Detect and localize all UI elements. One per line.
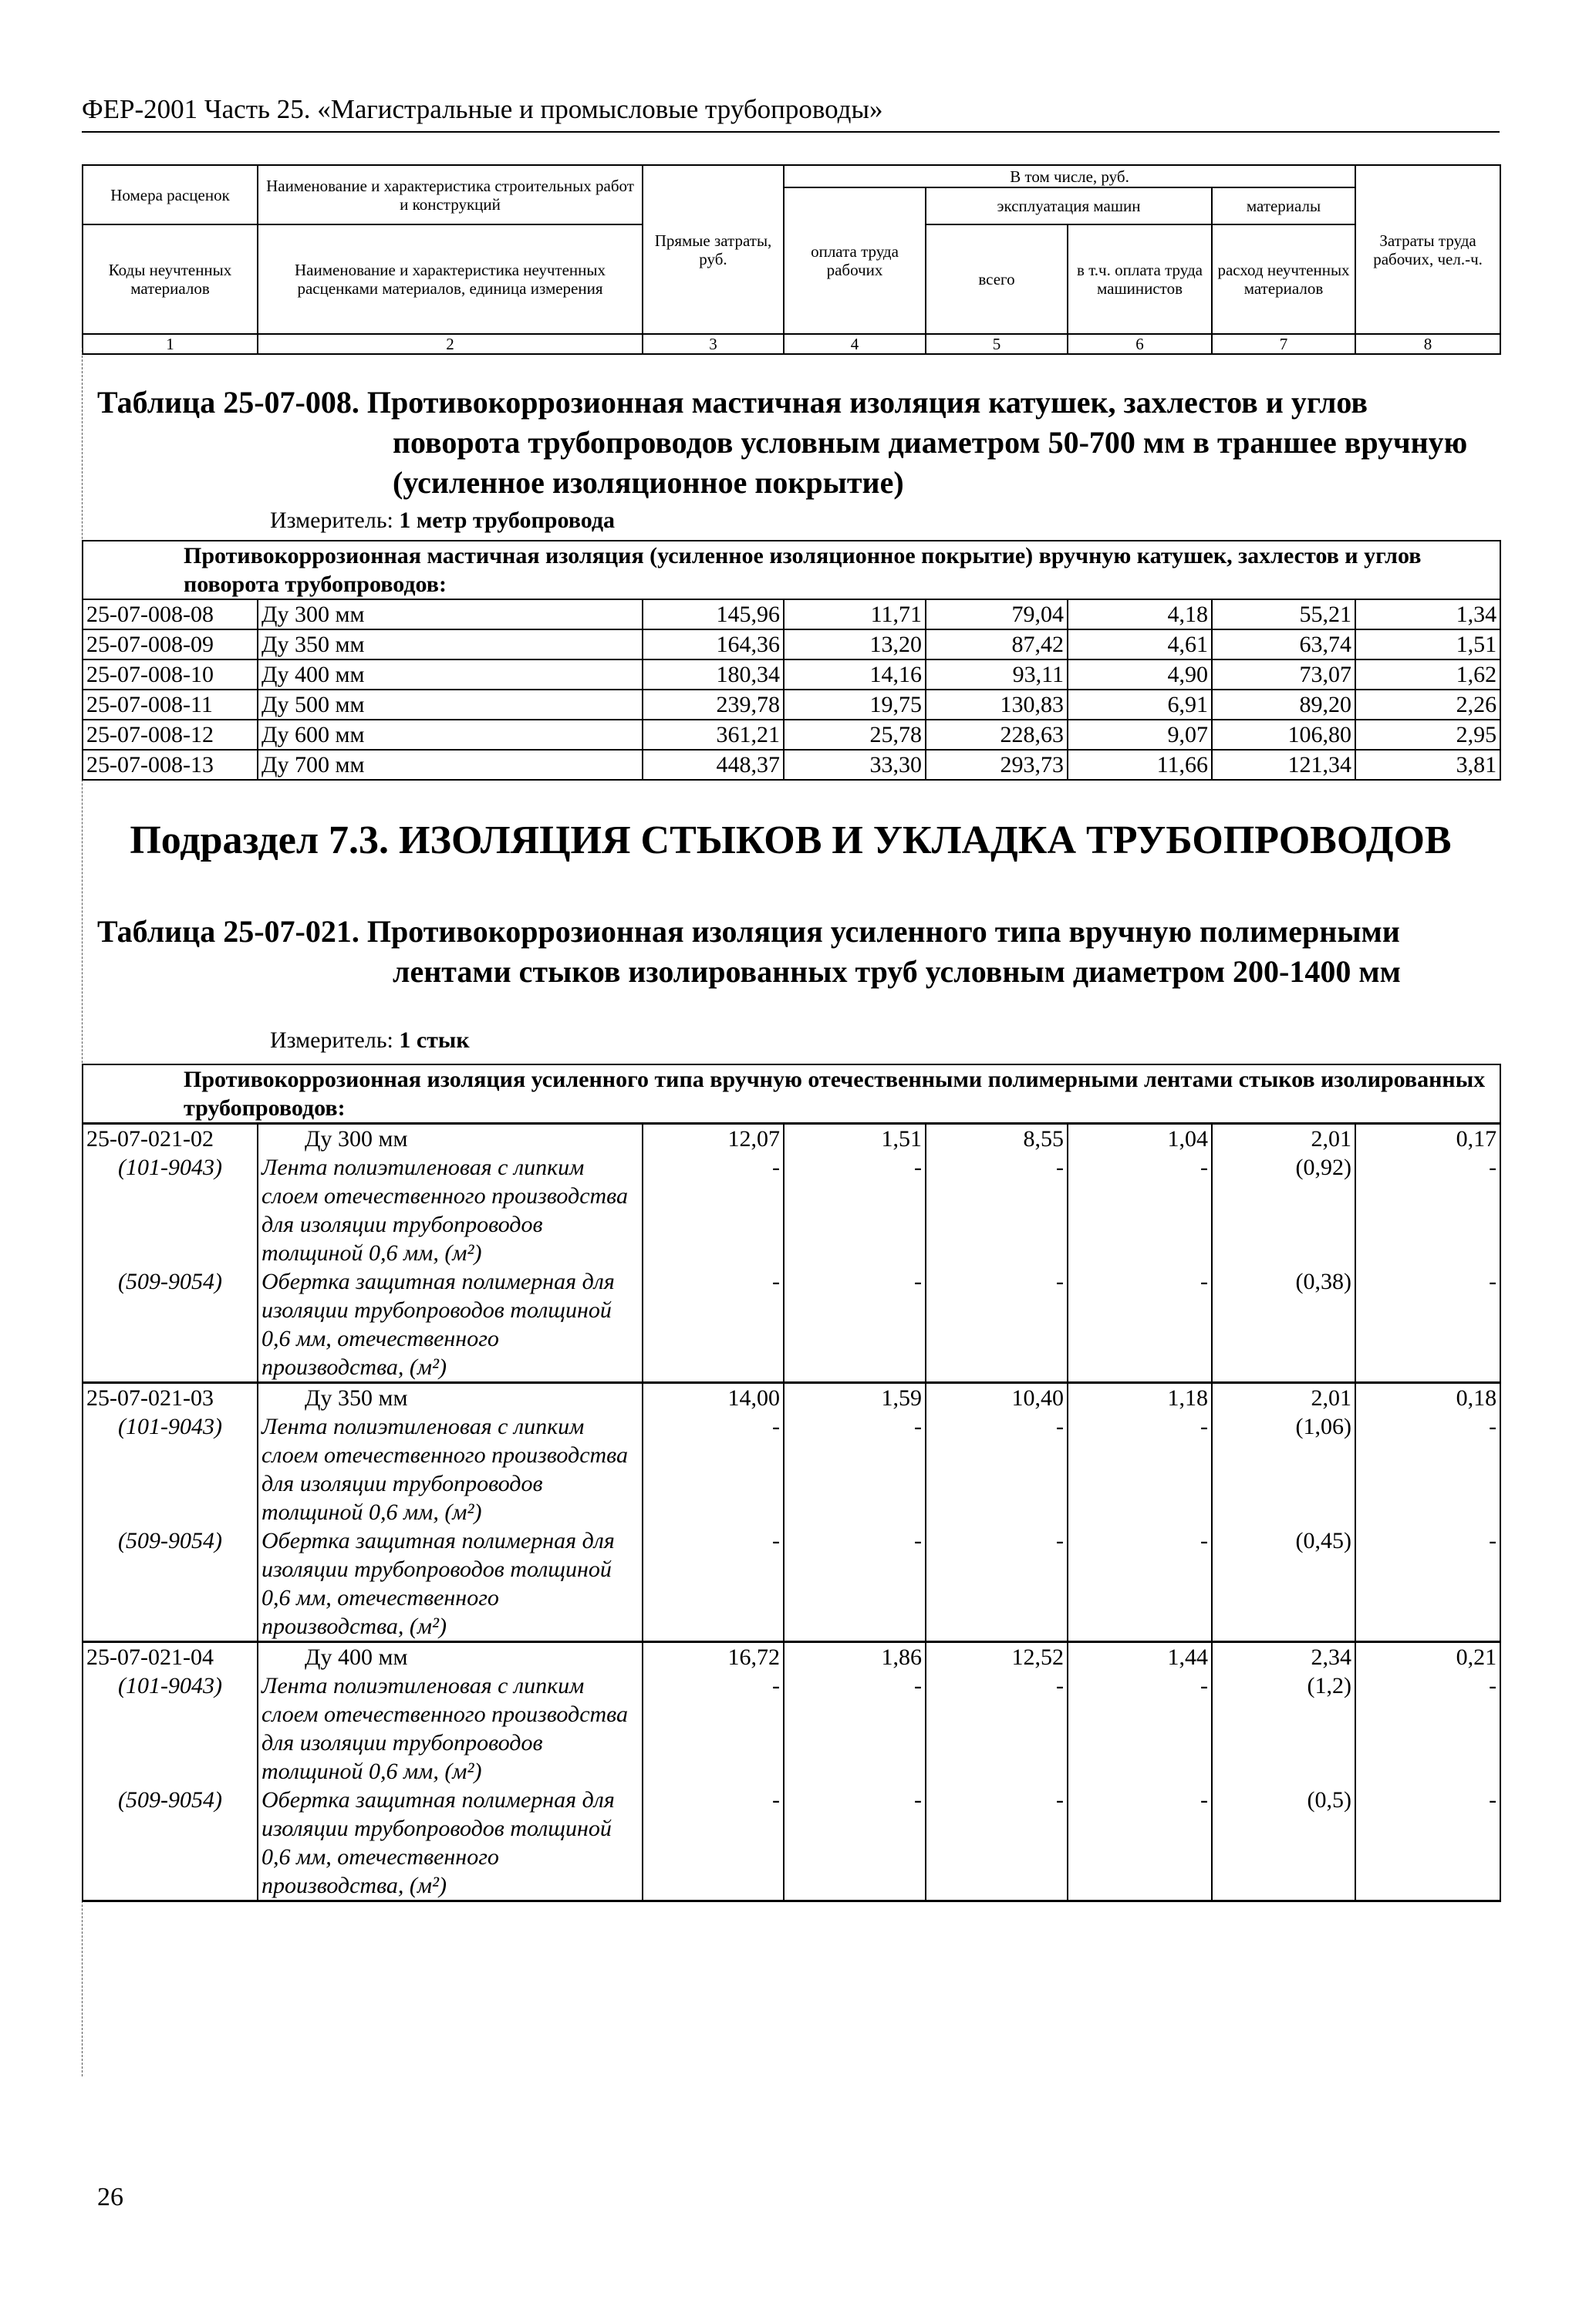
value-cell: 2,34 <box>1212 1642 1355 1672</box>
value-cell: 12,52 <box>926 1642 1068 1672</box>
running-header: ФЕР-2001 Часть 25. «Магистральные и промысловые трубопроводы» <box>82 94 883 124</box>
rate-name: Ду 400 мм <box>258 659 643 690</box>
value-cell: 12,07 <box>643 1124 784 1154</box>
page-number: 26 <box>97 2183 123 2211</box>
value-cell: - <box>1355 1671 1500 1786</box>
value-cell: 87,42 <box>926 629 1068 659</box>
value-cell: 93,11 <box>926 659 1068 690</box>
header-machinist-pay: в т.ч. оплата труда машинистов <box>1068 224 1212 334</box>
material-row <box>83 1267 1500 1383</box>
table-row <box>83 1642 1500 1672</box>
column-number: 1 <box>83 334 258 354</box>
table2-title: Таблица 25-07-021. Противокоррозионная изоляция усиленного типа вручную полимерными лентами стыков изолированных труб условным диаметром 200-1400 мм <box>97 914 1401 989</box>
value-cell: 0,17 <box>1355 1124 1500 1154</box>
header-material-names: Наименование и характеристика неучтенных расценками материалов, единица измерения <box>258 224 643 334</box>
value-cell: (1,06) <box>1212 1412 1355 1526</box>
value-cell: 361,21 <box>643 720 784 750</box>
header-rule <box>82 131 1500 133</box>
rate-name: Ду 600 мм <box>258 720 643 750</box>
table-row <box>83 720 1500 750</box>
value-cell: - <box>1355 1526 1500 1642</box>
value-cell: - <box>784 1786 926 1901</box>
value-cell: 16,72 <box>643 1642 784 1672</box>
value-cell: 1,86 <box>784 1642 926 1672</box>
table1-measure <box>270 508 615 534</box>
material-name: Обертка защитная полимерная для изоляции трубопроводов толщиной 0,6 мм, отечественного производства, (м²) <box>258 1267 643 1383</box>
value-cell: 1,51 <box>784 1124 926 1154</box>
value-cell: 10,40 <box>926 1383 1068 1413</box>
value-cell: - <box>926 1671 1068 1786</box>
header-worker-pay: оплата труда рабочих <box>784 187 926 334</box>
value-cell: 1,51 <box>1355 629 1500 659</box>
value-cell: - <box>1068 1671 1212 1786</box>
column-number: 8 <box>1355 334 1500 354</box>
rate-code: 25-07-008-08 <box>83 599 258 629</box>
value-cell: 55,21 <box>1212 599 1355 629</box>
value-cell: 1,59 <box>784 1383 926 1413</box>
value-cell: 228,63 <box>926 720 1068 750</box>
measure-value: 1 метр трубопровода <box>399 508 616 533</box>
table2 <box>82 1064 1501 1902</box>
value-cell: - <box>784 1526 926 1642</box>
column-number: 7 <box>1212 334 1355 354</box>
table-row <box>83 690 1500 720</box>
value-cell: (0,5) <box>1212 1786 1355 1901</box>
value-cell: - <box>784 1671 926 1786</box>
value-cell: 293,73 <box>926 750 1068 780</box>
header-machines-total: всего <box>926 224 1068 334</box>
value-cell: - <box>784 1412 926 1526</box>
value-cell: 6,91 <box>1068 690 1212 720</box>
table1 <box>82 540 1501 781</box>
measure-value: 1 стык <box>399 1027 470 1053</box>
value-cell: - <box>1068 1267 1212 1383</box>
value-cell: 1,62 <box>1355 659 1500 690</box>
value-cell: 1,34 <box>1355 599 1500 629</box>
value-cell: - <box>1068 1153 1212 1267</box>
header-material-usage: расход неучтенных материалов <box>1212 224 1355 334</box>
value-cell: - <box>643 1267 784 1383</box>
value-cell: 8,55 <box>926 1124 1068 1154</box>
value-cell: 1,04 <box>1068 1124 1212 1154</box>
table-row <box>83 1124 1500 1154</box>
value-cell: - <box>643 1526 784 1642</box>
value-cell: 13,20 <box>784 629 926 659</box>
header-direct-costs: Прямые затраты, руб. <box>643 165 784 334</box>
rate-code: 25-07-008-12 <box>83 720 258 750</box>
table-row <box>83 1383 1500 1413</box>
value-cell: 121,34 <box>1212 750 1355 780</box>
value-cell: - <box>1355 1153 1500 1267</box>
value-cell: - <box>643 1412 784 1526</box>
value-cell: 1,44 <box>1068 1642 1212 1672</box>
table2-measure <box>270 1027 470 1054</box>
value-cell: - <box>1355 1267 1500 1383</box>
measure-label: Измеритель: <box>270 1027 393 1053</box>
value-cell: - <box>643 1153 784 1267</box>
value-cell: 106,80 <box>1212 720 1355 750</box>
value-cell: - <box>1068 1412 1212 1526</box>
rate-code: 25-07-008-13 <box>83 750 258 780</box>
rate-code: 25-07-021-04 <box>83 1642 258 1672</box>
value-cell: (0,45) <box>1212 1526 1355 1642</box>
table-row <box>83 750 1500 780</box>
value-cell: 19,75 <box>784 690 926 720</box>
table2-caption: Противокоррозионная изоляция усиленного типа вручную отечественными полимерными лентами стыков изолированных трубопроводов: <box>83 1064 1500 1124</box>
value-cell: 89,20 <box>1212 690 1355 720</box>
column-number: 2 <box>258 334 643 354</box>
rate-code: 25-07-021-02 <box>83 1124 258 1154</box>
header-materials: материалы <box>1212 187 1355 224</box>
material-code: (101-9043) <box>83 1412 258 1526</box>
rate-name: Ду 350 мм <box>258 629 643 659</box>
rate-code: 25-07-021-03 <box>83 1383 258 1413</box>
rate-code: 25-07-008-11 <box>83 690 258 720</box>
value-cell: 79,04 <box>926 599 1068 629</box>
value-cell: 11,66 <box>1068 750 1212 780</box>
value-cell: - <box>1068 1786 1212 1901</box>
rate-code: 25-07-008-10 <box>83 659 258 690</box>
value-cell: - <box>1355 1412 1500 1526</box>
value-cell: 2,01 <box>1212 1124 1355 1154</box>
header-rate-numbers: Номера расценок <box>83 165 258 224</box>
column-number: 3 <box>643 334 784 354</box>
column-header-table <box>82 164 1501 355</box>
value-cell: - <box>784 1267 926 1383</box>
value-cell: 130,83 <box>926 690 1068 720</box>
material-code: (509-9054) <box>83 1267 258 1383</box>
value-cell: 1,18 <box>1068 1383 1212 1413</box>
column-number: 6 <box>1068 334 1212 354</box>
value-cell: 73,07 <box>1212 659 1355 690</box>
value-cell: - <box>784 1153 926 1267</box>
material-name: Лента полиэтиленовая с липким слоем отечественного производства для изоляции трубопроводов толщиной 0,6 мм, (м²) <box>258 1412 643 1526</box>
material-row <box>83 1153 1500 1267</box>
value-cell: 14,16 <box>784 659 926 690</box>
value-cell: 239,78 <box>643 690 784 720</box>
material-code: (101-9043) <box>83 1671 258 1786</box>
material-code: (509-9054) <box>83 1786 258 1901</box>
header-labor: Затраты труда рабочих, чел.-ч. <box>1355 165 1500 334</box>
value-cell: 3,81 <box>1355 750 1500 780</box>
value-cell: 11,71 <box>784 599 926 629</box>
material-row <box>83 1526 1500 1642</box>
table-row <box>83 599 1500 629</box>
rate-name: Ду 300 мм <box>258 599 643 629</box>
rate-name: Ду 350 мм <box>258 1383 643 1413</box>
material-row <box>83 1671 1500 1786</box>
value-cell: - <box>1068 1526 1212 1642</box>
rate-name: Ду 700 мм <box>258 750 643 780</box>
value-cell: - <box>643 1786 784 1901</box>
header-material-codes: Коды неучтенных материалов <box>83 224 258 334</box>
value-cell: - <box>643 1671 784 1786</box>
value-cell: - <box>926 1153 1068 1267</box>
value-cell: 4,90 <box>1068 659 1212 690</box>
material-name: Обертка защитная полимерная для изоляции трубопроводов толщиной 0,6 мм, отечественного производства, (м²) <box>258 1786 643 1901</box>
measure-label: Измеритель: <box>270 508 393 533</box>
value-cell: 4,61 <box>1068 629 1212 659</box>
value-cell: - <box>926 1526 1068 1642</box>
value-cell: 164,36 <box>643 629 784 659</box>
material-row <box>83 1786 1500 1901</box>
value-cell: (0,38) <box>1212 1267 1355 1383</box>
value-cell: 145,96 <box>643 599 784 629</box>
material-name: Лента полиэтиленовая с липким слоем отечественного производства для изоляции трубопроводов толщиной 0,6 мм, (м²) <box>258 1153 643 1267</box>
value-cell: - <box>1355 1786 1500 1901</box>
header-machines: эксплуатация машин <box>926 187 1212 224</box>
value-cell: 14,00 <box>643 1383 784 1413</box>
value-cell: (0,92) <box>1212 1153 1355 1267</box>
value-cell: 0,21 <box>1355 1642 1500 1672</box>
header-work-name: Наименование и характеристика строительных работ и конструкций <box>258 165 643 224</box>
value-cell: 448,37 <box>643 750 784 780</box>
table1-caption: Противокоррозионная мастичная изоляция (усиленное изоляционное покрытие) вручную катушек, захлестов и углов поворота трубопроводов: <box>83 541 1500 599</box>
value-cell: 4,18 <box>1068 599 1212 629</box>
value-cell: 180,34 <box>643 659 784 690</box>
table-row <box>83 629 1500 659</box>
material-code: (101-9043) <box>83 1153 258 1267</box>
rate-name: Ду 400 мм <box>258 1642 643 1672</box>
value-cell: 33,30 <box>784 750 926 780</box>
rate-name: Ду 500 мм <box>258 690 643 720</box>
column-number: 5 <box>926 334 1068 354</box>
header-including: В том числе, руб. <box>784 165 1355 187</box>
value-cell: 25,78 <box>784 720 926 750</box>
material-name: Лента полиэтиленовая с липким слоем отечественного производства для изоляции трубопроводов толщиной 0,6 мм, (м²) <box>258 1671 643 1786</box>
value-cell: 0,18 <box>1355 1383 1500 1413</box>
table-row <box>83 659 1500 690</box>
material-code: (509-9054) <box>83 1526 258 1642</box>
value-cell: - <box>926 1267 1068 1383</box>
value-cell: (1,2) <box>1212 1671 1355 1786</box>
value-cell: 9,07 <box>1068 720 1212 750</box>
column-number: 4 <box>784 334 926 354</box>
subsection-title: Подраздел 7.3. ИЗОЛЯЦИЯ СТЫКОВ И УКЛАДКА ТРУБОПРОВОДОВ <box>130 818 1452 862</box>
value-cell: - <box>926 1412 1068 1526</box>
value-cell: 2,01 <box>1212 1383 1355 1413</box>
material-row <box>83 1412 1500 1526</box>
value-cell: - <box>926 1786 1068 1901</box>
value-cell: 63,74 <box>1212 629 1355 659</box>
value-cell: 2,95 <box>1355 720 1500 750</box>
table1-title: Таблица 25-07-008. Противокоррозионная мастичная изоляция катушек, захлестов и углов поворота трубопроводов условным диаметром 50-700 мм в траншее вручную (усиленное изоляционное покрытие) <box>97 385 1468 500</box>
rate-code: 25-07-008-09 <box>83 629 258 659</box>
rate-name: Ду 300 мм <box>258 1124 643 1154</box>
value-cell: 2,26 <box>1355 690 1500 720</box>
material-name: Обертка защитная полимерная для изоляции трубопроводов толщиной 0,6 мм, отечественного производства, (м²) <box>258 1526 643 1642</box>
